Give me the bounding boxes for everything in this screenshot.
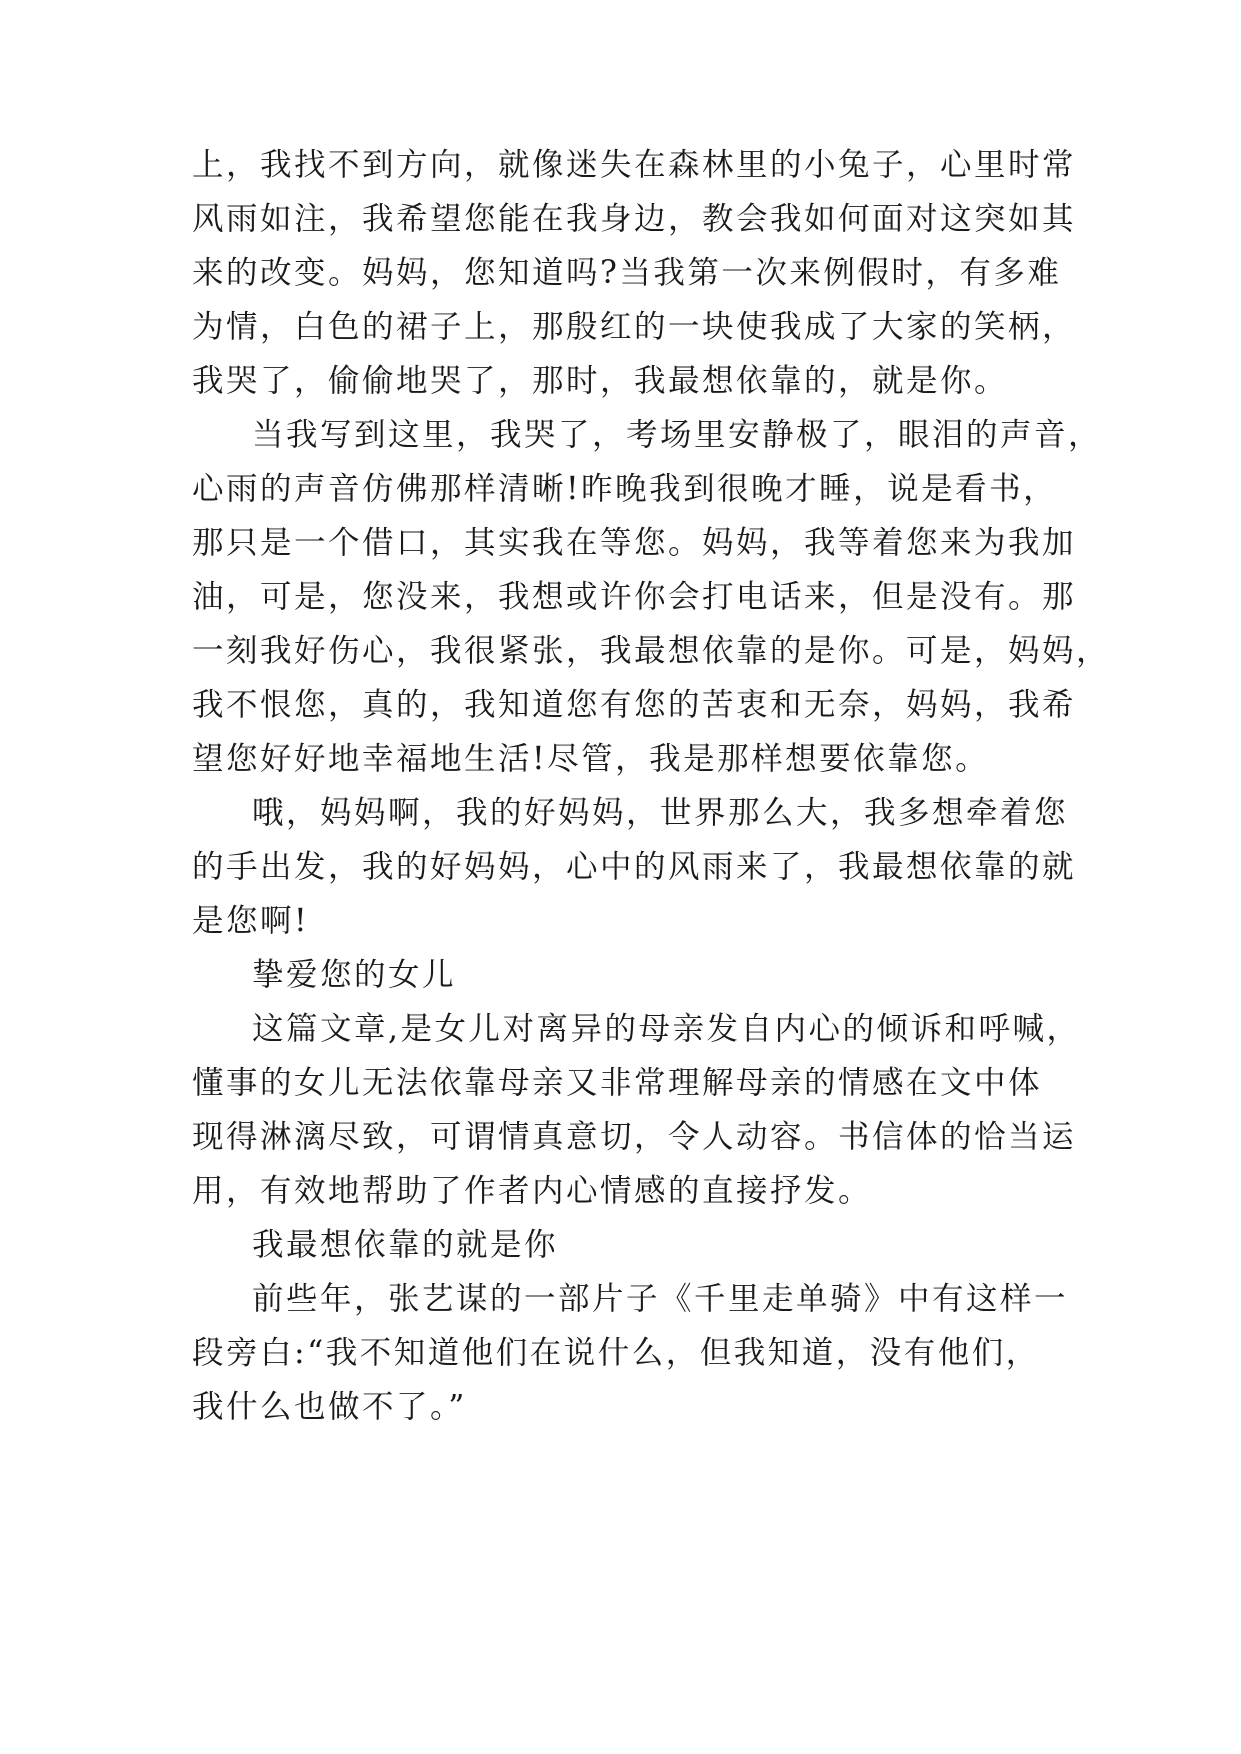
text-line: 段旁白:“我不知道他们在说什么，但我知道，没有他们， [192,1335,1040,1371]
text-line: 懂事的女儿无法依靠母亲又非常理解母亲的情感在文中体 [192,1065,1043,1101]
text-line: 我不恨您，真的，我知道您有您的苦衷和无奈，妈妈，我希 [192,687,1077,723]
text-line: 是您啊! [192,903,310,939]
text-line: 为情，白色的裙子上，那殷红的一块使我成了大家的笑柄， [192,309,1077,345]
paragraph-start-line: 前些年，张艺谋的一部片子《千里走单骑》中有这样一 [252,1281,1069,1317]
text-line: 的手出发，我的好妈妈，心中的风雨来了，我最想依靠的就 [192,849,1077,885]
text-line: 那只是一个借口，其实我在等您。妈妈，我等着您来为我加 [192,525,1077,561]
text-line: 油，可是，您没来，我想或许你会打电话来，但是没有。那 [192,579,1077,615]
text-line: 风雨如注，我希望您能在我身边，教会我如何面对这突如其 [192,201,1077,237]
signature-line: 挚爱您的女儿 [252,957,457,993]
text-line: 现得淋漓尽致，可谓情真意切，令人动容。书信体的恰当运 [192,1119,1077,1155]
paragraph-start-line: 当我写到这里，我哭了，考场里安静极了，眼泪的声音， [252,417,1103,453]
text-line: 望您好好地幸福地生活!尽管，我是那样想要依靠您。 [192,741,990,777]
text-line: 上，我找不到方向，就像迷失在森林里的小兔子，心里时常 [192,147,1077,183]
text-line: 心雨的声音仿佛那样清晰!昨晚我到很晚才睡，说是看书， [192,471,1058,507]
paragraph-start-line: 这篇文章,是女儿对离异的母亲发自内心的倾诉和呼喊， [252,1011,1081,1047]
text-line: 一刻我好伤心，我很紧张，我最想依靠的是你。可是，妈妈， [192,633,1111,669]
text-line: 来的改变。妈妈，您知道吗?当我第一次来例假时，有多难 [192,255,1062,291]
text-line: 我什么也做不了。” [192,1389,467,1425]
text-line: 用，有效地帮助了作者内心情感的直接抒发。 [192,1173,873,1209]
paragraph-start-line: 哦，妈妈啊，我的好妈妈，世界那么大，我多想牵着您 [252,795,1069,831]
text-line: 我哭了，偷偷地哭了，那时，我最想依靠的，就是你。 [192,363,1009,399]
section-title: 我最想依靠的就是你 [252,1227,559,1263]
